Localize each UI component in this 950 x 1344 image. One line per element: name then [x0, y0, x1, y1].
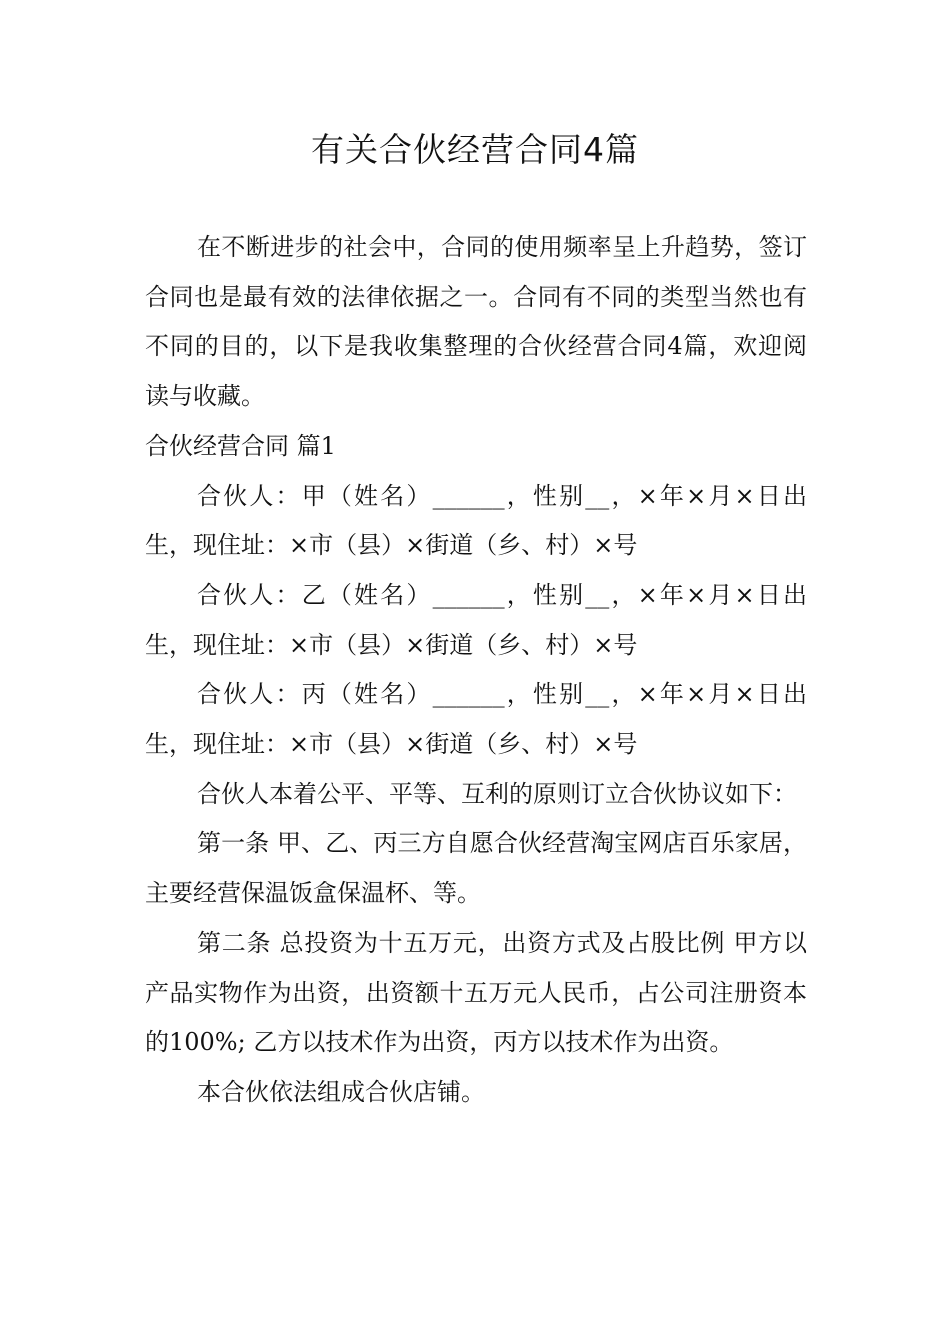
article-1-paragraph: 第一条 甲、乙、丙三方自愿合伙经营淘宝网店百乐家居，主要经营保温饭盒保温杯、等。 [145, 829, 807, 908]
document-title: 有关合伙经营合同4篇 [311, 130, 639, 169]
partner-b-paragraph: 合伙人：乙（姓名）______，性别__，×年×月×日出生，现住址：×市（县）×街道（乡、村）×号 [145, 580, 807, 659]
closing-paragraph: 本合伙依法组成合伙店铺。 [197, 1077, 485, 1106]
partner-a-paragraph: 合伙人：甲（姓名）______，性别__，×年×月×日出生，现住址：×市（县）×街道（乡、村）×号 [145, 481, 807, 560]
partner-c-paragraph: 合伙人：丙（姓名）______，性别__，×年×月×日出生，现住址：×市（县）×街道（乡、村）×号 [145, 680, 807, 759]
article-2-paragraph: 第二条 总投资为十五万元，出资方式及占股比例 甲方以产品实物作为出资，出资额十五万元人民币，占公司注册资本的100%; 乙方以技术作为出资，丙方以技术作为出资。 [145, 928, 807, 1057]
section-heading: 合伙经营合同 篇1 [145, 431, 336, 460]
intro-paragraph: 在不断进步的社会中，合同的使用频率呈上升趋势，签订合同也是最有效的法律依据之一。合同有不同的类型当然也有不同的目的，以下是我收集整理的合伙经营合同4篇，欢迎阅读与收藏。 [145, 233, 807, 411]
document-body [145, 223, 807, 1118]
agreement-intro-paragraph: 合伙人本着公平、平等、互利的原则订立合伙协议如下： [197, 779, 797, 808]
